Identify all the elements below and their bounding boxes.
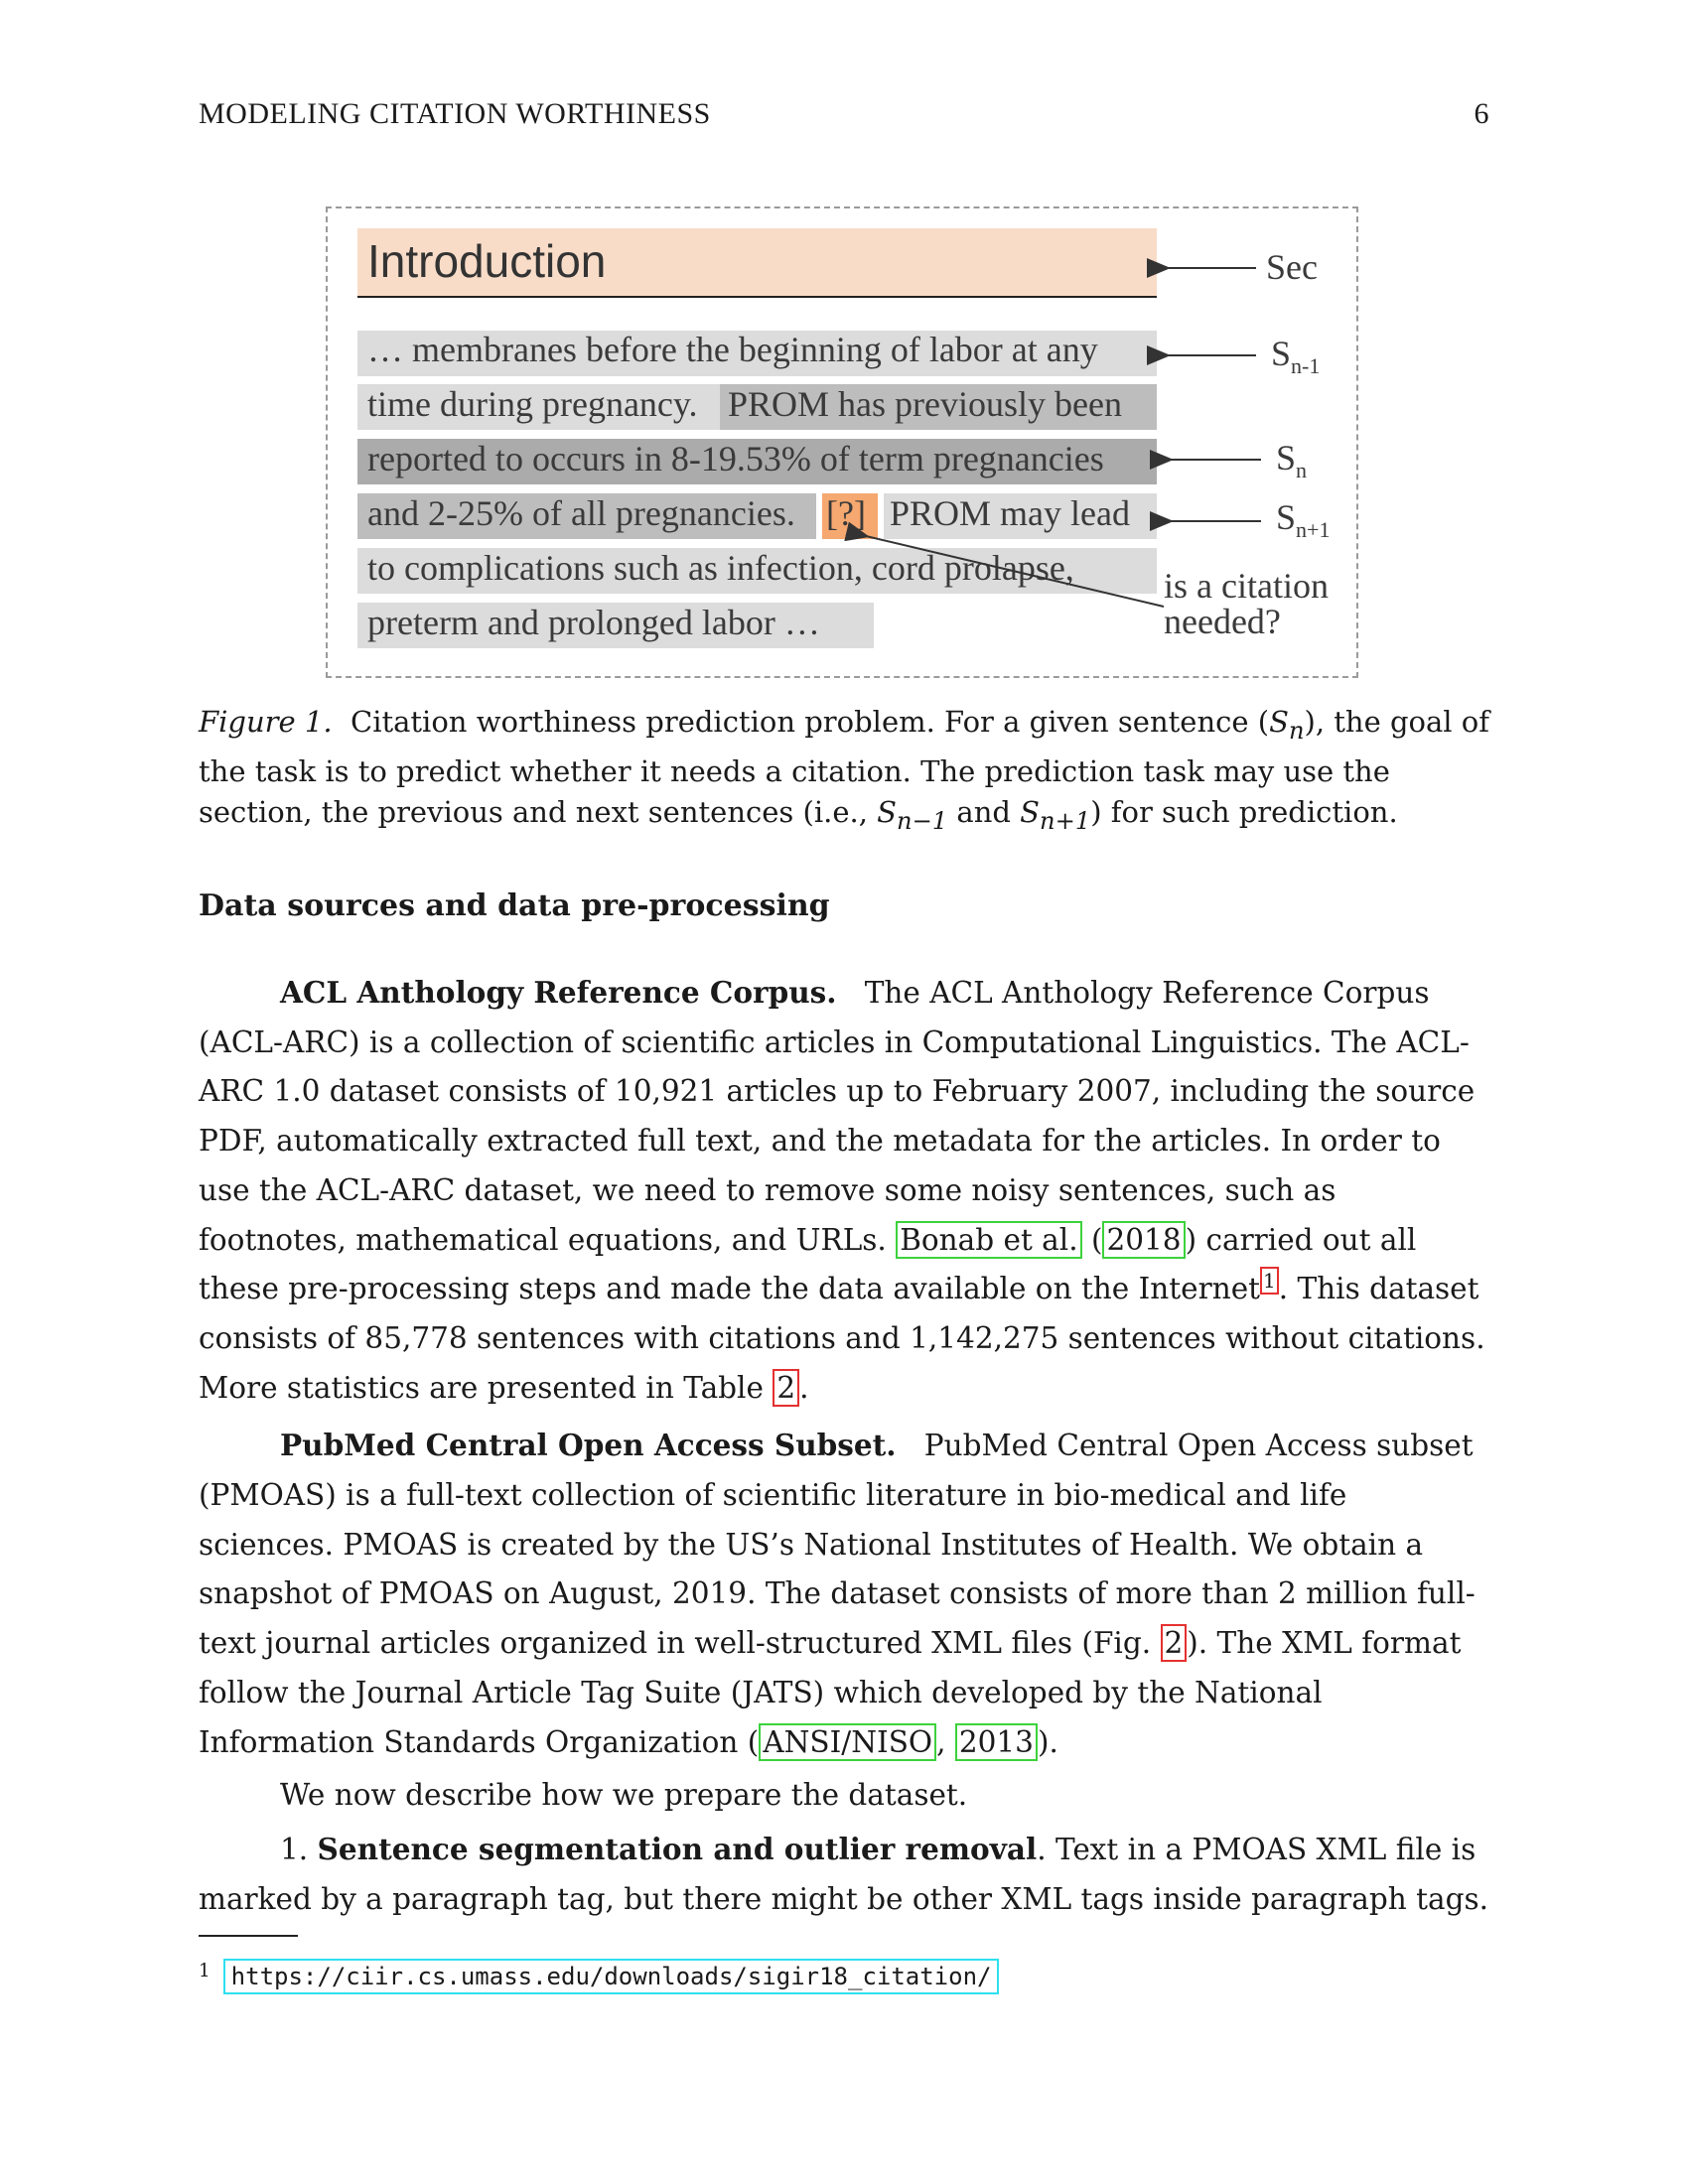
citation-link-ansi[interactable]: ANSI/NISO bbox=[759, 1723, 936, 1761]
body-text bbox=[199, 968, 1489, 1924]
label-s-prev: $S_{n-1}$ bbox=[1271, 334, 1321, 379]
step-heading: Sentence segmentation and outlier removal bbox=[317, 1831, 1038, 1866]
section-heading: Data sources and data pre-processing bbox=[199, 888, 830, 923]
paragraph-step-1: 1. Sentence segmentation and outlier removal. Text in a PMOAS XML file is marked by a paragraph tag, but there might be other XML tags inside paragraph tags. bbox=[199, 1831, 1488, 1916]
page-number: 6 bbox=[1474, 97, 1489, 130]
paragraph-heading-pmc: PubMed Central Open Access Subset. bbox=[280, 1428, 897, 1463]
footnote-mark: 1 bbox=[199, 1961, 211, 1981]
footnote-ref-link[interactable]: 1 bbox=[1260, 1267, 1279, 1295]
figure-line: reported to occurs in 8-19.53% of term pregnancies bbox=[367, 439, 1104, 478]
paragraph-acl: ACL Anthology Reference Corpus. The ACL Anthology Reference Corpus (ACL-ARC) is a collection of scientific articles in Computational Linguistics. The ACL-ARC 1.0 dataset consists of 10,921 articles up to February 2007, including the source PDF, automatically extracted full text, and the metadata for the articles. In order to use the ACL-ARC dataset, we need to remove some noisy sentences, such as footnotes, mathematical equations, and URLs. Bonab et al. ( 2018 ) carried out all these pre-processing steps and made the data available on the Internet $^1$ . This dataset consists of 85,778 sentences with citations and 1,142,275 sentences without citations. More statistics are presented in Table 2 . bbox=[199, 975, 1485, 1405]
footnote bbox=[199, 1961, 999, 1990]
figure-caption: Figure 1. Citation worthiness prediction problem. For a given sentence $(S_n)$, the goal of the task is to predict whether it needs a citation. The prediction task may use the section, the previous and next sentences (i.e., $S_{n-1}$ and $S_{n+1}$) for such prediction. bbox=[199, 705, 1489, 835]
citation-year-link-ansi[interactable]: 2013 bbox=[955, 1723, 1038, 1761]
citation-marker: [?] bbox=[826, 493, 866, 533]
paragraph-describe: We now describe how we prepare the dataset. bbox=[280, 1778, 968, 1813]
figure-ref-link[interactable]: 2 bbox=[1161, 1624, 1188, 1662]
figure-line: PROM may lead bbox=[890, 493, 1130, 533]
header-title: MODELING CITATION WORTHINESS bbox=[199, 97, 711, 130]
figure-line: and 2-25% of all pregnancies. bbox=[367, 493, 795, 533]
label-s-next: $S_{n+1}$ bbox=[1276, 497, 1331, 543]
label-sec: Sec bbox=[1266, 247, 1318, 287]
figure-line: to complications such as infection, cord prolapse, bbox=[367, 548, 1074, 588]
paragraph-heading-acl: ACL Anthology Reference Corpus. bbox=[280, 975, 837, 1010]
footnote-rule bbox=[199, 1935, 298, 1937]
citation-link-bonab[interactable]: Bonab et al. bbox=[896, 1221, 1081, 1259]
paragraph-pmc: PubMed Central Open Access Subset. PubMed Central Open Access subset (PMOAS) is a full-text collection of scientific literature in bio-medical and life sciences. PMOAS is created by the US’s National Institutes of Health. We obtain a snapshot of PMOAS on August, 2019. The dataset consists of more than 2 million full-text journal articles organized in well-structured XML files (Fig. 2 ). The XML format follow the Journal Article Tag Suite (JATS) which developed by the National Information Standards Organization ( ANSI/NISO , 2013 ). bbox=[199, 1428, 1476, 1759]
figure-line: PROM has previously been bbox=[728, 384, 1122, 424]
figure-line: time during pregnancy. bbox=[367, 384, 698, 424]
footnote-url-link[interactable]: https://ciir.cs.umass.edu/downloads/sigir18_citation/ bbox=[223, 1959, 1000, 1994]
figure-line: preterm and prolonged labor … bbox=[367, 603, 820, 642]
citation-year-link-bonab[interactable]: 2018 bbox=[1102, 1221, 1185, 1259]
arrow-question bbox=[866, 536, 1164, 607]
table-ref-link[interactable]: 2 bbox=[773, 1369, 799, 1407]
figure-line: … membranes before the beginning of labor at any bbox=[367, 330, 1098, 369]
label-s-current: $S_n$ bbox=[1276, 438, 1308, 483]
label-question: is a citation needed? bbox=[1164, 566, 1329, 641]
caption-label: Figure 1 bbox=[199, 705, 324, 739]
figure-section-heading: Introduction bbox=[367, 235, 607, 287]
